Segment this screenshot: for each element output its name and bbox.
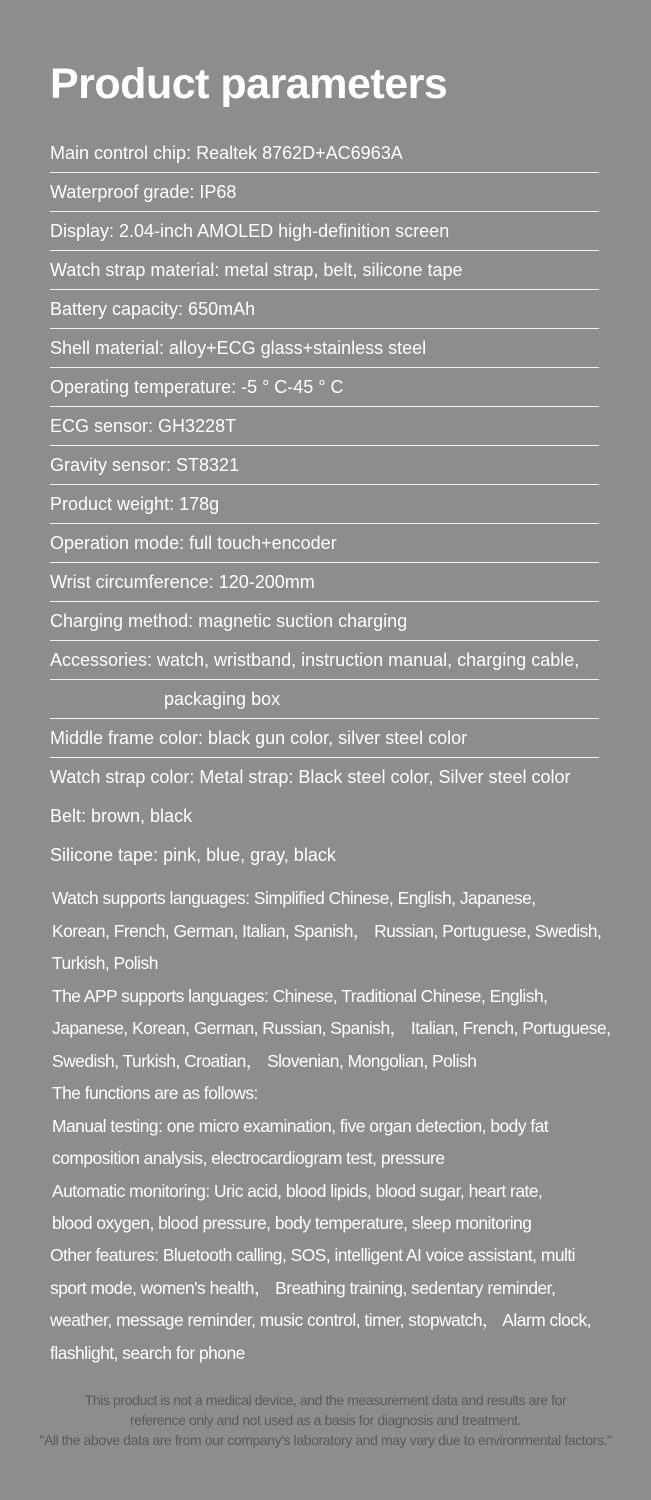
param-belt-color: Belt: brown, black	[50, 806, 193, 826]
param-wrist-circumference: Wrist circumference: 120-200mm	[50, 563, 610, 602]
text-line: Other features: Bluetooth calling, SOS, intelligent AI voice assistant, multi	[50, 1245, 576, 1265]
text-line: Watch supports languages: Simplified Chinese, English, Japanese,	[52, 888, 536, 908]
param-display: Display: 2.04-inch AMOLED high-definition screen	[50, 212, 610, 251]
text-line: sport mode, women's health， Breathing training, sedentary reminder,	[50, 1277, 556, 1298]
param-main-control-chip: Main control chip: Realtek 8762D+AC6963A	[50, 134, 610, 173]
disclaimer-line: This product is not a medical device, and the measurement data and results are for	[84, 1392, 567, 1408]
text-line: Swedish, Turkish, Croatian， Slovenian, Mongolian, Polish	[52, 1050, 477, 1071]
text-line: Japanese, Korean, German, Russian, Spanish， Italian, French, Portuguese,	[52, 1018, 611, 1038]
param-product-weight: Product weight: 178g	[50, 485, 610, 524]
text-line: The functions are as follows:	[52, 1083, 258, 1103]
languages-functions-block	[52, 882, 651, 1240]
param-operating-temperature: Operating temperature: -5 ° C-45 ° C	[50, 368, 610, 407]
parameter-list	[50, 134, 610, 875]
param-shell-material: Shell material: alloy+ECG glass+stainless steel	[50, 329, 610, 368]
text-line: The APP supports languages: Chinese, Traditional Chinese, English,	[52, 985, 548, 1006]
text-line: blood oxygen, blood pressure, body temperature, sleep monitoring	[52, 1213, 532, 1233]
param-strap-color: Watch strap color: Metal strap: Black steel color, Silver steel color	[50, 767, 571, 787]
param-accessories-continued: packaging box	[50, 680, 610, 719]
param-waterproof-grade: Waterproof grade: IP68	[50, 173, 610, 212]
param-ecg-sensor: ECG sensor: GH3228T	[50, 407, 610, 446]
param-charging-method: Charging method: magnetic suction charging	[50, 602, 610, 641]
text-line: Turkish, Polish	[52, 953, 158, 973]
param-strap-material: Watch strap material: metal strap, belt, silicone tape	[50, 251, 610, 290]
disclaimer-line: "All the above data are from our company's laboratory and may vary due to environmental factors."	[39, 1432, 612, 1448]
disclaimer-line: reference only and not used as a basis for diagnosis and treatment.	[129, 1412, 522, 1428]
param-silicone-tape-color: Silicone tape: pink, blue, gray, black	[50, 845, 336, 865]
text-line: weather, message reminder, music control, timer, stopwatch， Alarm clock,	[50, 1310, 592, 1330]
param-middle-frame-color: Middle frame color: black gun color, silver steel color	[50, 719, 610, 758]
disclaimer	[0, 1390, 651, 1450]
param-battery-capacity: Battery capacity: 650mAh	[50, 290, 610, 329]
param-operation-mode: Operation mode: full touch+encoder	[50, 524, 610, 563]
text-line: composition analysis, electrocardiogram test, pressure	[52, 1148, 445, 1168]
text-line: flashlight, search for phone	[50, 1342, 245, 1363]
text-line: Manual testing: one micro examination, five organ detection, body fat	[52, 1115, 549, 1136]
page-title: Product parameters	[50, 60, 448, 108]
param-gravity-sensor: Gravity sensor: ST8321	[50, 446, 610, 485]
text-line: Automatic monitoring: Uric acid, blood lipids, blood sugar, heart rate,	[52, 1180, 543, 1201]
param-accessories: Accessories: watch, wristband, instruction manual, charging cable,	[50, 641, 610, 680]
other-features-block	[50, 1239, 651, 1369]
text-line: Korean, French, German, Italian, Spanish， Russian, Portuguese, Swedish,	[52, 920, 602, 941]
